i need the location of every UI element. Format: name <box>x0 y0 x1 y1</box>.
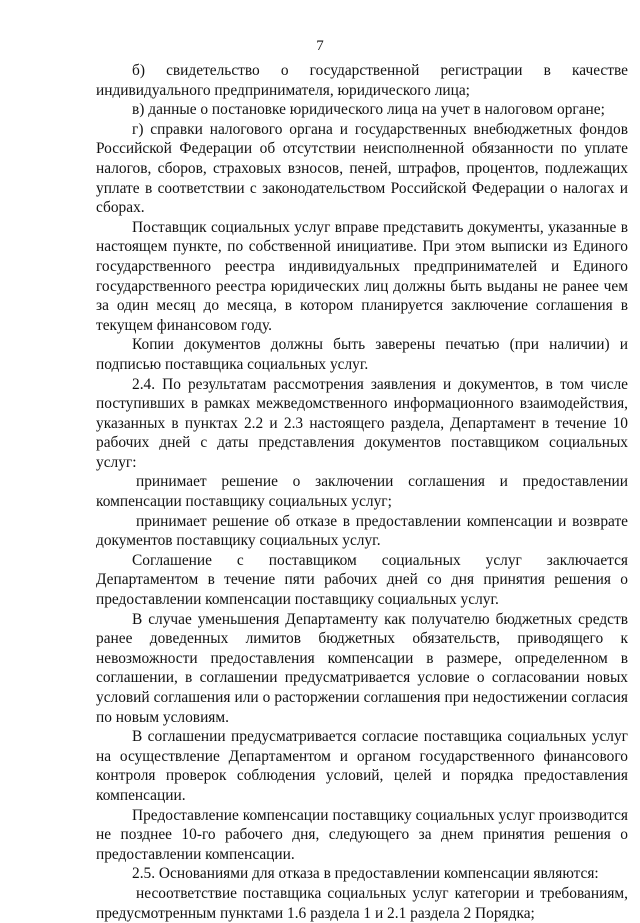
paragraph-agreement-concluded: Соглашение с поставщиком социальных услуг заключается Департаментом в течение пяти рабочих дней со дня принятия решения о предоставлении компенсации поставщику социальных услуг. <box>96 551 628 609</box>
paragraph-decision-conclude: принимает решение о заключении соглашения и предоставлении компенсации поставщику социальных услуг; <box>96 473 628 511</box>
paragraph-control-consent: В соглашении предусматривается согласие поставщика социальных услуг на осуществление Департаментом и органом государственного финансового контроля проверок соблюдения условий, целей и порядка предоставления компенсации. <box>96 728 628 804</box>
paragraph-decision-refuse: принимает решение об отказе в предоставлении компенсации и возврате документов поставщику социальных услуг. <box>96 512 628 550</box>
paragraph-section-2-5: 2.5. Основаниями для отказа в предоставлении компенсации являются: <box>132 865 599 883</box>
paragraph-copies-certified: Копии документов должны быть заверены печатью (при наличии) и подписью поставщика социальных услуг. <box>96 336 628 373</box>
paragraph-limits-reduction: В случае уменьшения Департаменту как получателю бюджетных средств ранее доведенных лимитов бюджетных обязательств, приводящего к невозможности предоставления компенсации в размере, определенном в соглашении, в соглашении предусматривается условие о согласовании новых условий соглашения или о расторжении соглашения при недостижении согласия по новым условиям. <box>96 610 628 726</box>
page-number: 7 <box>316 38 324 54</box>
paragraph-own-initiative: Поставщик социальных услуг вправе представить документы, указанные в настоящем пункте, по собственной инициативе. При этом выписки из Единого государственного реестра индивидуальных предпринимателей и Единого государственного реестра юридических лиц должны быть выданы не ранее чем за один месяц до месяца, в котором планируется заключение соглашения в текущем финансовом году. <box>96 218 628 334</box>
paragraph-compensation-timing: Предоставление компенсации поставщику социальных услуг производится не позднее 10-го рабочего дня, следующего за днем принятия решения о предоставлении компенсации. <box>96 806 628 863</box>
paragraph-item-g: г) справки налогового органа и государственных внебюджетных фондов Российской Федерации об отсутствии неисполненной обязанности по уплате налогов, сборов, страховых взносов, пеней, штрафов, процентов, подлежащих уплате в соответствии с законодательством Российской Федерации о налогах и сборах. <box>96 120 628 217</box>
paragraph-item-b: б) свидетельство о государственной регистрации в качестве индивидуального предпринимателя, юридического лица; <box>96 62 628 99</box>
document-body <box>96 61 628 923</box>
paragraph-refusal-ground-1: несоответствие поставщика социальных услуг категории и требованиям, предусмотренным пунктами 1.6 раздела 1 и 2.1 раздела 2 Порядка; <box>96 884 628 922</box>
paragraph-section-2-4: 2.4. По результатам рассмотрения заявления и документов, в том числе поступивших в рамках межведомственного информационного взаимодействия, указанных в пунктах 2.2 и 2.3 настоящего раздела, Департамент в течение 10 рабочих дней с даты представления документов поставщиком социальных услуг: <box>96 375 628 471</box>
paragraph-item-v: в) данные о постановке юридического лица на учет в налоговом органе; <box>132 101 605 119</box>
